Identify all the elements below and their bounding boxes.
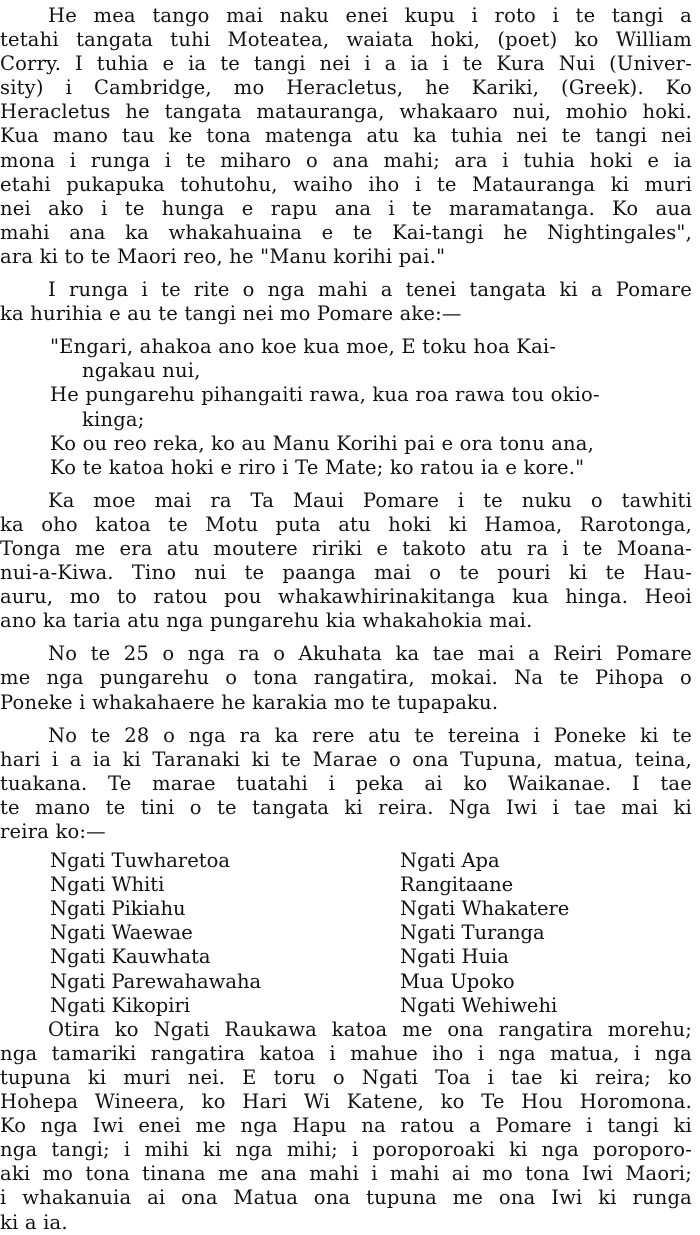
text-line: reira ko:— bbox=[0, 820, 106, 843]
iwi-name: Ngati Kauwhata bbox=[50, 945, 211, 969]
text-line: tuakana. Te marae tuatahi i peka ai ko Waikanae. I tae bbox=[0, 771, 692, 795]
iwi-row bbox=[0, 873, 692, 897]
paragraph-death bbox=[0, 489, 692, 634]
text-line: me nga pungarehu o tona rangatira, mokai. Na te Pihopa o bbox=[0, 666, 692, 690]
text-line: hari i a ia ki Taranaki ki te Marae o ona Tupuna, matua, teina, bbox=[0, 747, 692, 771]
text-line: Ko nga Iwi enei me nga Hapu na ratou a Pomare i tangi ki bbox=[0, 1114, 692, 1138]
verse-line: kinga; bbox=[82, 407, 145, 431]
iwi-name: Ngati Wehiwehi bbox=[400, 993, 558, 1017]
iwi-name: Ngati Kikopiri bbox=[50, 993, 191, 1017]
verse-line: "Engari, ahakoa ano koe kua moe, E toku hoa Kai- bbox=[50, 335, 557, 359]
verse-block bbox=[0, 335, 692, 480]
text-line: nga tamariki rangatira katoa i mahue iho i nga matua, i nga bbox=[0, 1041, 692, 1065]
verse-line: He pungarehu pihangaiti rawa, kua roa rawa tou okio- bbox=[50, 383, 600, 407]
text-line: ara ki to te Maori reo, he "Manu korihi pai." bbox=[0, 244, 446, 268]
text-line: i whakanuia ai ona Matua ona tupuna me ona Iwi ki runga bbox=[0, 1186, 692, 1210]
text-line: Heracletus he tangata matauranga, whakaaro nui, mohio hoki. bbox=[0, 100, 692, 124]
text-line: ka hurihia e au te tangi nei mo Pomare ake:— bbox=[0, 302, 462, 326]
iwi-name: Ngati Pikiahu bbox=[50, 897, 186, 921]
text-line: He mea tango mai naku enei kupu i roto i te tangi a bbox=[48, 4, 692, 27]
iwi-row bbox=[0, 897, 692, 921]
text-line: No te 28 o nga ra ka rere atu te tereina i Poneke ki te bbox=[48, 723, 692, 747]
iwi-row bbox=[0, 945, 692, 969]
iwi-row bbox=[0, 970, 692, 994]
text-line: ka oho katoa te Motu puta atu hoki ki Hamoa, Rarotonga, bbox=[0, 512, 692, 536]
text-line: ano ka taria atu nga pungarehu kia whakahokia mai. bbox=[0, 609, 533, 633]
iwi-row bbox=[0, 849, 692, 873]
text-line: auru, mo to ratou pou whakawhirinakitanga kua hinga. Heoi bbox=[0, 585, 692, 609]
iwi-name: Ngati Whiti bbox=[50, 873, 165, 897]
paragraph-closing bbox=[0, 1018, 692, 1235]
verse-line: Ko te katoa hoki e riro i Te Mate; ko ratou ia e kore." bbox=[50, 455, 585, 479]
text-line: nga tangi; i mihi ki nga mihi; i poroporoaki ki nga poroporo- bbox=[0, 1138, 692, 1162]
text-line: aki mo tona tinana me ana mahi i mahi ai mo tona Iwi Maori; bbox=[0, 1162, 692, 1186]
iwi-name: Ngati Turanga bbox=[400, 921, 545, 945]
text-line: mona i runga i te miharo o ana mahi; ara i tuhia hoki e ia bbox=[0, 148, 692, 172]
text-line: No te 25 o nga ra o Akuhata ka tae mai a Reiri Pomare bbox=[48, 642, 692, 666]
iwi-list bbox=[0, 849, 692, 1018]
text-line: Hohepa Wineera, ko Hari Wi Katene, ko Te Hou Horomona. bbox=[0, 1090, 692, 1114]
paragraph-august-25 bbox=[0, 642, 692, 714]
verse-line: Ko ou reo reka, ko au Manu Korihi pai e ora tonu ana, bbox=[50, 431, 595, 455]
text-line: mahi ana ka whakahuaina e te Kai-tangi he Nightingales", bbox=[0, 220, 692, 244]
iwi-row bbox=[0, 994, 692, 1018]
text-line: Kua mano tau ke tona matenga atu ka tuhia nei te tangi nei bbox=[0, 124, 692, 148]
iwi-name: Ngati Apa bbox=[400, 849, 500, 873]
text-line: tetahi tangata tuhi Moteatea, waiata hoki, (poet) ko William bbox=[0, 28, 692, 52]
text-line: nui-a-Kiwa. Tino nui te paanga mai o te pouri ki te Hau- bbox=[0, 561, 692, 585]
paragraph-august-28 bbox=[0, 724, 692, 844]
iwi-name: Ngati Huia bbox=[400, 945, 509, 969]
text-line: ki a ia. bbox=[0, 1210, 68, 1234]
text-line: Corry. I tuhia e ia te tangi nei i a ia i te Kura Nui (Univer- bbox=[0, 52, 692, 76]
text-line: nei ako i te hunga e rapu ana i te maramatanga. Ko aua bbox=[0, 196, 692, 220]
paragraph-pomare-intro bbox=[0, 278, 692, 326]
text-line: sity) i Cambridge, mo Heracletus, he Kariki, (Greek). Ko bbox=[0, 76, 692, 100]
iwi-name: Ngati Tuwharetoa bbox=[50, 849, 230, 873]
iwi-row bbox=[0, 921, 692, 945]
iwi-name: Mua Upoko bbox=[400, 969, 515, 993]
text-line: Poneke i whakahaere he karakia mo te tupapaku. bbox=[0, 690, 499, 714]
text-line: Tonga me era atu moutere ririki e takoto atu ra i te Moana- bbox=[0, 536, 692, 560]
text-line: te mano te tini o te tangata ki reira. Nga Iwi i tae mai ki bbox=[0, 795, 692, 819]
iwi-name: Ngati Parewahawaha bbox=[50, 969, 262, 993]
text-line: etahi pukapuka tohutohu, waiho iho i te Matauranga ki muri bbox=[0, 172, 692, 196]
text-line: Ka moe mai ra Ta Maui Pomare i te nuku o tawhiti bbox=[48, 488, 692, 512]
paragraph-heracletus bbox=[0, 4, 692, 269]
text-line: tupuna ki muri nei. E toru o Ngati Toa i tae ki reira; ko bbox=[0, 1065, 692, 1089]
iwi-name: Rangitaane bbox=[400, 873, 514, 897]
iwi-name: Ngati Whakatere bbox=[400, 897, 570, 921]
text-line: Otira ko Ngati Raukawa katoa me ona rangatira morehu; bbox=[48, 1017, 692, 1041]
iwi-name: Ngati Waewae bbox=[50, 921, 193, 945]
text-line: I runga i te rite o nga mahi a tenei tangata ki a Pomare bbox=[48, 278, 692, 302]
verse-line: ngakau nui, bbox=[82, 359, 201, 383]
